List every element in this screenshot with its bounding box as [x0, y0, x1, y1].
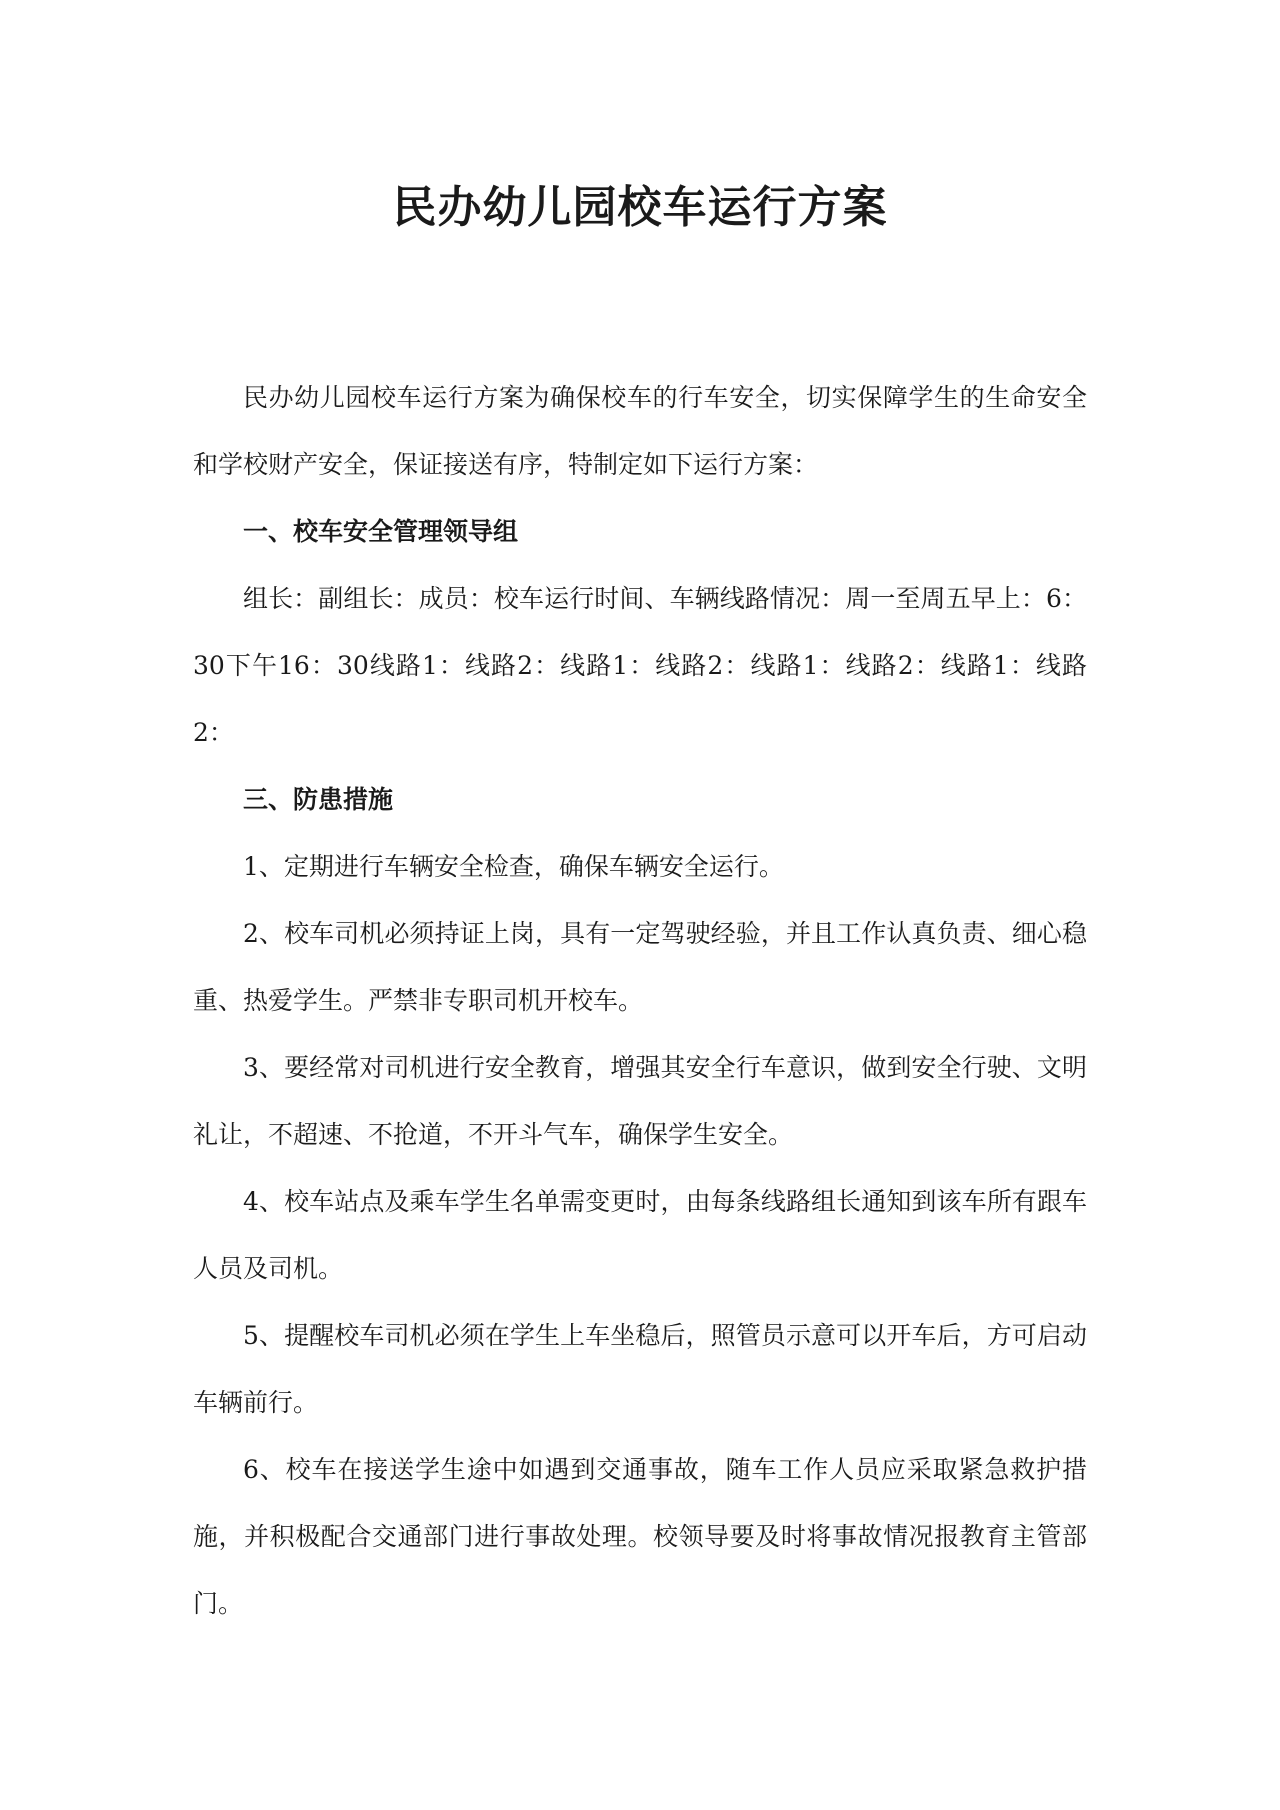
- intro-paragraph: 民办幼儿园校车运行方案为确保校车的行车安全，切实保障学生的生命安全和学校财产安全，保证接送有序，特制定如下运行方案：: [193, 383, 1087, 479]
- document-body: [193, 364, 1087, 1637]
- precaution-item-4: 4、校车站点及乘车学生名单需变更时，由每条线路组长通知到该车所有跟车人员及司机。: [193, 1187, 1087, 1283]
- precaution-item-6: 6、校车在接送学生途中如遇到交通事故，随车工作人员应采取紧急救护措施，并积极配合交通部门进行事故处理。校领导要及时将事故情况报教育主管部门。: [193, 1455, 1087, 1618]
- precaution-item-1: 1、定期进行车辆安全检查，确保车辆安全运行。: [243, 852, 784, 881]
- precaution-item-3: 3、要经常对司机进行安全教育，增强其安全行车意识，做到安全行驶、文明礼让，不超速、不抢道，不开斗气车，确保学生安全。: [193, 1053, 1087, 1149]
- precaution-item-2: 2、校车司机必须持证上岗，具有一定驾驶经验，并且工作认真负责、细心稳重、热爱学生。严禁非专职司机开校车。: [193, 919, 1087, 1015]
- precaution-item-5: 5、提醒校车司机必须在学生上车坐稳后，照管员示意可以开车后，方可启动车辆前行。: [193, 1321, 1087, 1417]
- section-heading-precautions: 三、防患措施: [243, 785, 394, 814]
- document-title: 民办幼儿园校车运行方案: [392, 182, 888, 233]
- leadership-paragraph: 组长：副组长：成员：校车运行时间、车辆线路情况：周一至周五早上：6：30下午16：30线路1：线路2：线路1：线路2：线路1：线路2：线路1：线路2：: [193, 584, 1087, 747]
- section-heading-leadership: 一、校车安全管理领导组: [243, 517, 519, 546]
